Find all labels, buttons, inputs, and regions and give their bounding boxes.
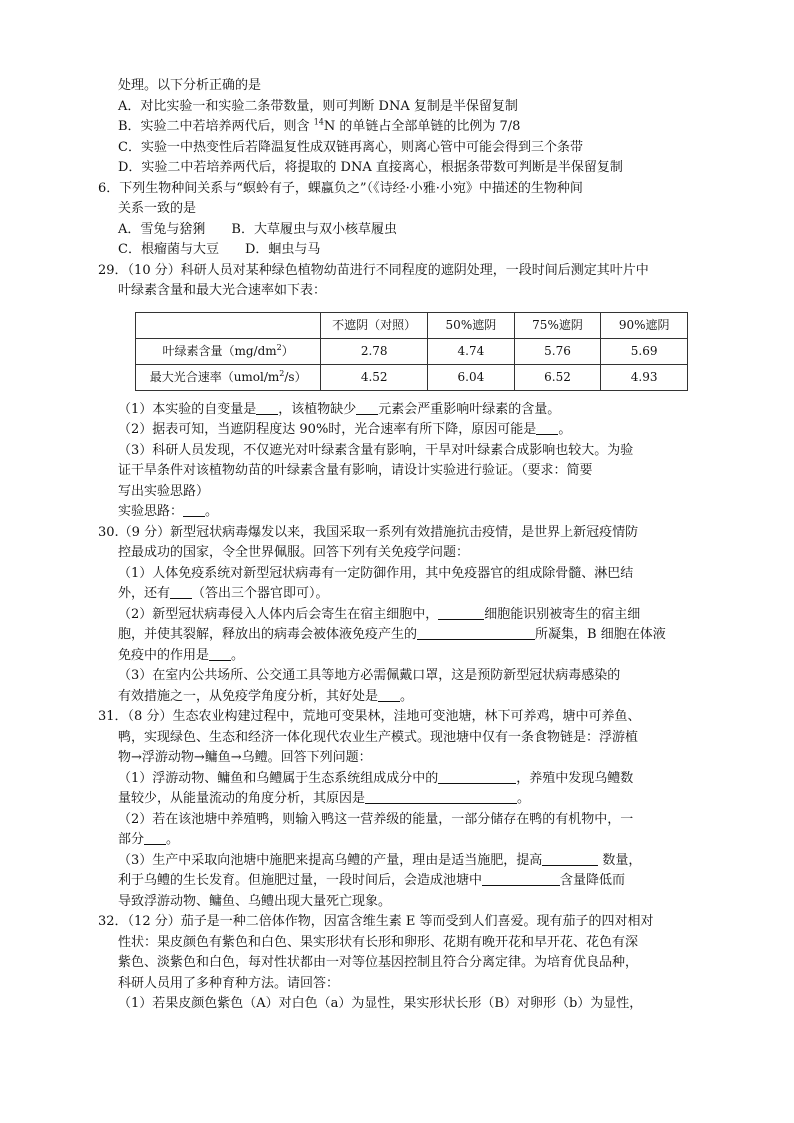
- q29-part3-cont: 写出实验思路）: [118, 483, 210, 499]
- answer-blank[interactable]: [417, 626, 535, 640]
- table-header-cell: 90%遮阴: [601, 312, 688, 338]
- q30-part3-cont: 有效措施之一，从免疫学角度分析，其好处是 。: [118, 688, 414, 704]
- table-header-cell: 不遮阴（对照）: [321, 312, 428, 338]
- q30-stem-cont: 控最成功的国家，令全世界佩服。回答下列有关免疫学问题：: [118, 545, 470, 560]
- q30-part3: （3）在室内公共场所、公交通工具等地方必需佩戴口罩，这是预防新型冠状病毒感染的: [118, 668, 621, 683]
- answer-blank[interactable]: [542, 852, 598, 866]
- q5-option-a: A．对比实验一和实验二条带数量，则可判断 DNA 复制是半保留复制: [118, 98, 518, 114]
- q29-stem: 29．（10 分）科研人员对某种绿色植物幼苗进行不同程度的遮阴处理，一段时间后测定其叶片中: [98, 262, 649, 278]
- q29-experiment-idea: 实验思路： 。: [118, 504, 219, 519]
- table-header-row: [136, 312, 688, 338]
- table-row: [136, 364, 688, 390]
- table-header-cell: 50%遮阴: [428, 312, 515, 338]
- q6-stem-cont: 关系一致的是: [118, 201, 197, 216]
- q31-part1: （1）浮游动物、鳙鱼和乌鳢属于生态系统组成成分中的 ，养殖中发现乌鳢数: [118, 770, 634, 786]
- q29-part2: （2）据表可知，当遮阴程度达 90%时，光合速率有所下降，原因可能是 。: [118, 422, 572, 437]
- q31-stem: 31．（8 分）生态农业构建过程中，荒地可变果林，洼地可变池塘，林下可养鸡，塘中可养鱼、: [98, 709, 641, 724]
- answer-blank[interactable]: [365, 790, 517, 804]
- answer-blank[interactable]: [209, 647, 231, 661]
- q5-option-d: D．实验二中若培养两代后，将提取的 DNA 直接离心，根据条带数可判断是半保留复制: [118, 160, 623, 175]
- answer-blank[interactable]: [482, 872, 560, 886]
- table-row-label: 叶绿素含量$(mg/dm^2)$: [136, 338, 321, 364]
- table-row: [136, 338, 688, 364]
- q5-option-c: C．实验一中热变性后若降温复性成双链再离心，则离心管中可能会得到三个条带: [118, 139, 583, 155]
- table-cell: 5.76: [514, 338, 601, 364]
- q29-part1: （1）本实验的自变量是 ，该植物缺少 元素会严重影响叶绿素的含量。: [118, 401, 561, 417]
- q32-stem-cont: 科研人员用了多种育种方法。请回答：: [118, 975, 340, 991]
- q32-stem-cont: 紫色、淡紫色和白色，每对性状都由一对等位基因控制且符合分离定律。为培育优良品种，: [118, 955, 639, 970]
- table-cell: 4.52: [321, 364, 428, 390]
- q30-part2-cont: 胞，并使其裂解，释放出的病毒会被体液免疫产生的 所凝集，B 细胞在体液: [118, 627, 666, 642]
- answer-blank[interactable]: [144, 831, 166, 845]
- answer-blank[interactable]: [536, 421, 558, 435]
- q29-part3: （3）科研人员发现，不仅遮光对叶绿素含量有影响，干旱对叶绿素合成影响也较大。为验: [118, 442, 634, 458]
- q5-stem-end: 处理。以下分析正确的是: [118, 78, 262, 93]
- q31-stem-cont: 鸭，实现绿色、生态和经济一体化现代农业生产模式。现池塘中仅有一条食物链是：浮游植: [118, 729, 639, 745]
- data-table-wrap: [135, 312, 688, 391]
- q31-part3-cont: 利于乌鳢的生长发育。但施肥过量，一段时间后，会造成池塘中 含量降低而: [118, 873, 626, 888]
- q31-part2: （2）若在该池塘中养殖鸭，则输入鸭这一营养级的能量，一部分储存在鸭的有机物中，一: [118, 811, 634, 827]
- table-row-label: 最大光合速率$(umol/m^2/s)$: [136, 364, 321, 390]
- q5-option-b: B．实验二中若培养两代后，则含 $^{14}$N 的单链占全部单链的比例为 7/8: [118, 117, 521, 134]
- page-content: [98, 76, 698, 1015]
- q31-stem-cont: 物→浮游动物→鳙鱼→乌鳢。回答下列问题：: [118, 750, 372, 765]
- q6-options-ab: A．雪兔与猞猁 B．大草履虫与双小核草履虫: [118, 221, 397, 237]
- data-table: [135, 312, 688, 391]
- q30-part1-cont: 外，还有 （答出三个器官即可）。: [118, 586, 329, 601]
- q32-stem-cont: 性状：果皮颜色有紫色和白色、果实形状有长形和卵形、花期有晚开花和早开花、花色有深: [118, 934, 639, 950]
- table-header-cell: 75%遮阴: [514, 312, 601, 338]
- q30-part2: （2）新型冠状病毒侵入人体内后会寄生在宿主细胞中， 细胞能识别被寄生的宿主细: [118, 606, 641, 622]
- q6-stem: 6．下列生物种间关系与“螟蛉有子，蜾蠃负之”（《诗经·小雅·小宛》中描述的生物种间: [98, 180, 583, 196]
- answer-blank[interactable]: [378, 688, 400, 702]
- answer-blank[interactable]: [356, 401, 378, 415]
- answer-blank[interactable]: [438, 606, 484, 620]
- q31-part3-cont: 导致浮游动物、鳙鱼、乌鳢出现大量死亡现象。: [118, 893, 392, 909]
- answer-blank[interactable]: [170, 585, 192, 599]
- q31-part3: （3）生产中采取向池塘中施肥来提高乌鳢的产量，理由是适当施肥，提高 数量，: [118, 852, 642, 868]
- table-cell: 5.69: [601, 338, 688, 364]
- q31-part2-cont: 部分 。: [118, 832, 180, 847]
- table-header-cell: [136, 312, 321, 338]
- answer-blank[interactable]: [438, 770, 516, 784]
- q6-options-cd: C．根瘤菌与大豆 D．蛔虫与马: [118, 242, 321, 257]
- table-cell: 4.74: [428, 338, 515, 364]
- q30-part1: （1）人体免疫系统对新型冠状病毒有一定防御作用，其中免疫器官的组成除骨髓、淋巴结: [118, 565, 634, 581]
- q29-part3-cont: 证干旱条件对该植物幼苗的叶绿素含量有影响，请设计实验进行验证。（要求：简要: [118, 463, 593, 478]
- q31-part1-cont: 量较少，从能量流动的角度分析，其原因是 。: [118, 791, 531, 806]
- answer-blank[interactable]: [256, 401, 278, 415]
- q30-stem: 30.（9 分）新型冠状病毒爆发以来，我国采取一系列有效措施抗击疫情，是世界上新冠疫情防: [98, 524, 639, 540]
- table-cell: 6.04: [428, 364, 515, 390]
- q30-part2-cont: 免疫中的作用是 。: [118, 647, 245, 663]
- table-cell: 4.93: [601, 364, 688, 390]
- q32-stem: 32．（12 分）茄子是一种二倍体作物，因富含维生素 E 等而受到人们喜爱。现有茄子的四对相对: [98, 914, 654, 929]
- q29-stem-cont: 叶绿素含量和最大光合速率如下表：: [118, 283, 327, 298]
- q32-part1: （1）若果皮颜色紫色（A）对白色（a）为显性，果实形状长形（B）对卵形（b）为显性，: [118, 996, 643, 1011]
- table-cell: 6.52: [514, 364, 601, 390]
- table-cell: 2.78: [321, 338, 428, 364]
- answer-blank[interactable]: [183, 503, 205, 517]
